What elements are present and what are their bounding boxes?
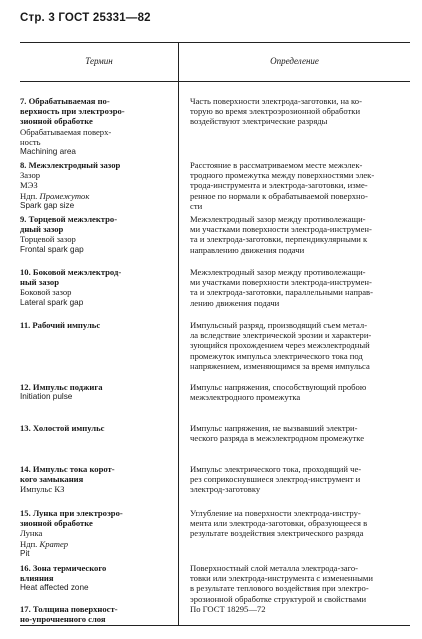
definition-line: Расстояние в рассматриваемом месте межэлек- [190,160,363,170]
definition-line: рез соприкоснувшиеся электрод-инструмент и [190,474,361,485]
table-header [20,43,410,82]
term-synonym: Импульс КЗ [20,484,65,495]
definition-cell [190,214,408,255]
term-ndp [20,191,172,201]
term-title: 12. Импульс поджига [20,382,103,392]
definition-cell [190,508,408,539]
term-title: 11. Рабочий импульс [20,320,101,330]
term-cell [20,382,172,402]
ndp-label: Ндп. [20,538,40,549]
definition-line: та и электрода-заготовки, параллельными направ- [190,287,373,298]
definition-cell [190,320,408,371]
definition-cell [190,563,408,604]
term-cell [20,508,172,559]
term-cell [20,96,172,157]
term-foreign: Spark gap size [20,200,75,210]
definition-cell [190,382,408,402]
term-title: ный зазор [20,277,59,288]
term-synonym: Обрабатываемая поверх- [20,126,112,137]
term-cell [20,464,172,495]
definition-line: электрод-заготовку [190,484,261,495]
definition-line: товки или электрода-инструмента с измененными [190,573,373,584]
term-title: зионной обработке [20,116,93,127]
term-synonym: Торцевой зазор [20,234,76,245]
definition-line: Импульс напряжения, способствующий пробою [190,382,367,392]
term-title: 9. Торцевой межэлектро- [20,214,118,224]
ndp-word: Промежуток [39,190,90,201]
term-title: дный зазор [20,224,64,235]
definition-line: зующийся прохождением через межэлектродный [190,340,370,351]
term-cell [20,320,172,330]
term-foreign: Frontal spark gap [20,244,84,254]
term-cell [20,604,172,624]
page-header: Стр. 3 ГОСТ 25331—82 [20,12,151,24]
term-title: 7. Обрабатываемая по- [20,96,110,106]
definition-line: Межэлектродный зазор между противолежащи- [190,267,366,277]
definition-line: ческого разряда в межэлектродном промежутке [190,433,365,444]
ndp-label: Ндп. [20,190,40,201]
definition-line: Импульсный разряд, производящий съем метал- [190,320,368,330]
definition-line: трода-инструмента и электрода-заготовки, изме- [190,180,368,191]
definition-line: ми участками поверхности электрода-инструмен- [190,277,372,288]
definition-cell [190,96,408,127]
definition-line: Межэлектродный зазор между противолежащи- [190,214,366,224]
definition-line: напряжением, изменяющимся за время импульса [190,360,370,371]
term-ndp [20,539,172,549]
definition-line: промежуток импульса электрического тока под [190,350,363,361]
definition-line: та и электрода-заготовки, перпендикулярными к [190,234,368,245]
definition-cell [190,423,408,443]
definition-cell [190,267,408,308]
definition-cell [190,160,408,211]
term-title: верхность при электроэро- [20,106,125,117]
term-title: кого замыкания [20,474,84,485]
definition-line: ренное по нормали к обрабатываемой поверхно- [190,190,368,201]
term-title: влияния [20,573,54,584]
term-cell [20,423,172,433]
term-title: 14. Импульс тока корот- [20,464,115,474]
term-title: 10. Боковой межэлектрод- [20,267,122,277]
definition-line: сти [190,200,203,211]
term-title: 13. Холостой импульс [20,423,105,433]
term-title: 8. Межэлектродный зазор [20,160,121,170]
term-cell [20,214,172,255]
definition-line: Импульс напряжения, не вызвавший электри- [190,423,358,433]
term-synonym: МЭЗ [20,180,38,191]
definition-line: эрозионной обработке структурой и свойствами [190,593,367,604]
definition-line: воздействуют электрические разряды [190,116,328,127]
definition-line: ла вследствие электрической эрозии и характери- [190,330,372,341]
column-header-term: Термин [85,56,113,66]
definition-line: Углубление на поверхности электрода-инстру- [190,508,361,518]
definition-line: мента или электрода-заготовки, образующееся в [190,518,368,529]
term-title: 17. Толщина поверхност- [20,604,118,614]
definition-line: Импульс электрического тока, проходящий че- [190,464,362,474]
term-cell [20,160,172,211]
definition-cell [190,464,408,495]
term-title: зионной обработке [20,518,93,529]
definition-line: Поверхностный слой металла электрода-заго- [190,563,359,573]
term-foreign: Initiation pulse [20,392,73,402]
term-synonym: Зазор [20,170,41,181]
term-cell [20,563,172,594]
term-foreign: Pit [20,548,30,558]
ndp-word: Кратер [39,538,69,549]
definition-line: Часть поверхности электрода-заготовки, на ко- [190,96,362,106]
term-title: 15. Лунка при электроэро- [20,508,123,518]
terms-table [20,42,410,626]
term-synonym: ность [20,136,41,147]
definition-line: в результате теплового воздействия при электро- [190,583,369,594]
definition-line: ми участками поверхности электрода-инструмен- [190,224,372,235]
definition-line: торую во время электроэрозионной обработки [190,106,361,117]
term-cell [20,267,172,308]
definition-cell [190,604,408,614]
definition-line: направлению движения подачи [190,244,305,255]
term-foreign: Heat affected zone [20,583,89,593]
term-title: но-упрочненного слоя [20,614,106,625]
definition-line: лению движения подачи [190,297,280,308]
term-title: 16. Зона термического [20,563,107,573]
definition-line: результате воздействия электрического разряда [190,528,364,539]
definition-line: тродного промежутка между поверхностями элек- [190,170,375,181]
term-foreign: Lateral spark gap [20,297,84,307]
term-foreign: Machining area [20,147,76,157]
term-synonym: Боковой зазор [20,287,72,298]
definition-line: По ГОСТ 18295—72 [190,604,266,614]
column-divider [178,43,179,625]
definition-line: межэлектродного промежутка [190,392,301,403]
term-synonym: Лунка [20,528,43,539]
column-header-definition: Определение [270,56,319,66]
